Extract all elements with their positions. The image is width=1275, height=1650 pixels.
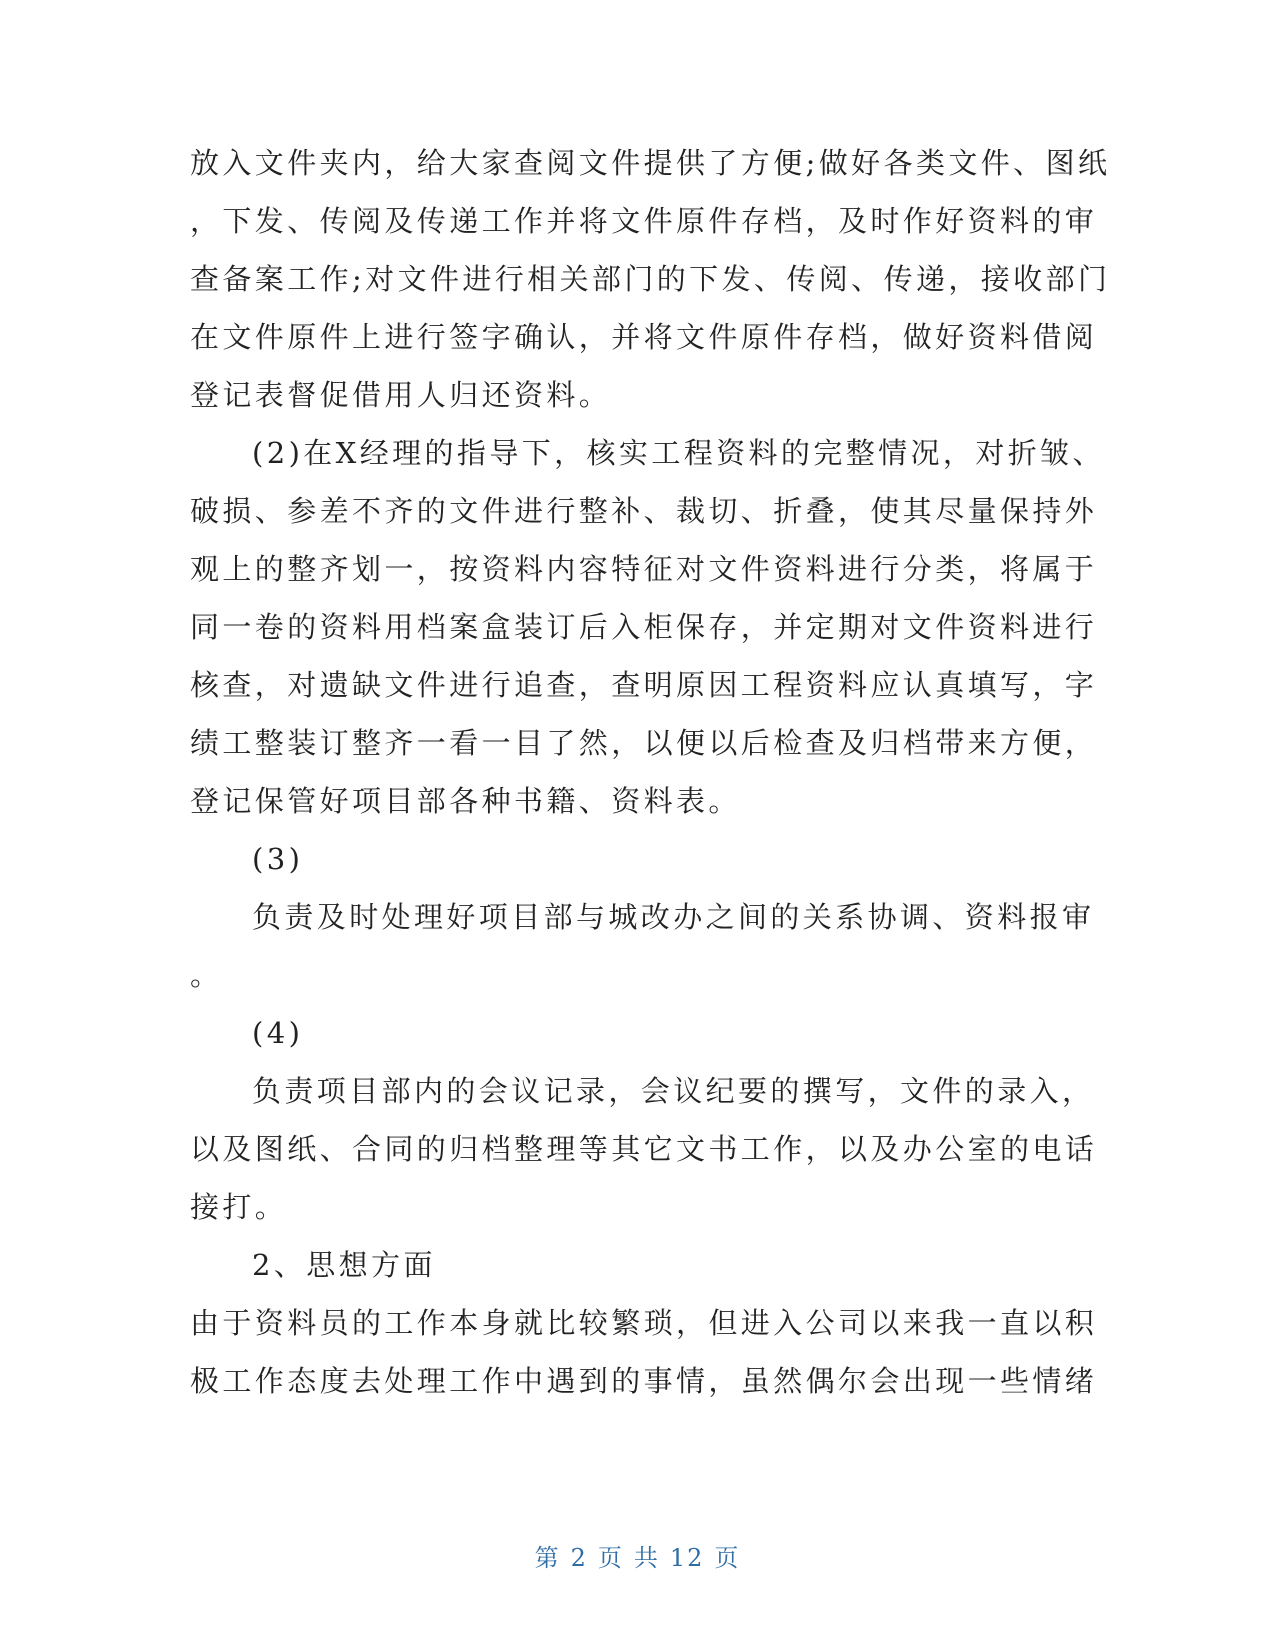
text-line: 登记保管好项目部各种书籍、资料表。: [190, 784, 741, 818]
footer-total-word: 共: [633, 1544, 660, 1572]
text-line: (3): [252, 842, 304, 876]
text-line: 由于资料员的工作本身就比较繁琐，但进入公司以来我一直以积: [190, 1306, 1098, 1340]
text-line: 接打。: [190, 1190, 288, 1224]
text-line: 在文件原件上进行签字确认，并将文件原件存档，做好资料借阅: [190, 320, 1098, 354]
text-line: (2)在X经理的指导下，核实工程资料的完整情况，对折皱、: [252, 436, 1105, 470]
text-line: 破损、参差不齐的文件进行整补、裁切、折叠，使其尽量保持外: [190, 494, 1098, 528]
footer-suffix: 页: [714, 1544, 741, 1572]
footer-page-word: 页: [597, 1544, 624, 1572]
text-line: 登记表督促借用人归还资料。: [190, 378, 612, 412]
text-line: 负责及时处理好项目部与城改办之间的关系协调、资料报审: [252, 900, 1095, 934]
footer-current-page: 2: [570, 1544, 588, 1572]
page-footer: [0, 1540, 1275, 1576]
text-line: 绩工整装订整齐一看一目了然，以便以后检查及归档带来方便，: [190, 726, 1098, 760]
text-line: (4): [252, 1016, 304, 1050]
text-line: 以及图纸、合同的归档整理等其它文书工作，以及办公室的电话: [190, 1132, 1098, 1166]
text-line: 。: [190, 958, 223, 992]
text-line: 负责项目部内的会议记录，会议纪要的撰写，文件的录入，: [252, 1074, 1095, 1108]
text-line: 极工作态度去处理工作中遇到的事情，虽然偶尔会出现一些情绪: [190, 1364, 1098, 1398]
text-line: 同一卷的资料用档案盒装订后入柜保存，并定期对文件资料进行: [190, 610, 1098, 644]
footer-total-pages: 12: [669, 1544, 705, 1572]
text-line: ，下发、传阅及传递工作并将文件原件存档，及时作好资料的审: [190, 204, 1098, 238]
text-line: 核查，对遗缺文件进行追查，查明原因工程资料应认真填写，字: [190, 668, 1098, 702]
text-line: 查备案工作;对文件进行相关部门的下发、传阅、传递，接收部门: [190, 262, 1111, 296]
footer-prefix: 第: [534, 1544, 561, 1572]
text-line: 观上的整齐划一，按资料内容特征对文件资料进行分类，将属于: [190, 552, 1098, 586]
section-heading: 2、思想方面: [252, 1248, 436, 1282]
text-line: 放入文件夹内，给大家查阅文件提供了方便;做好各类文件、图纸: [190, 146, 1111, 180]
